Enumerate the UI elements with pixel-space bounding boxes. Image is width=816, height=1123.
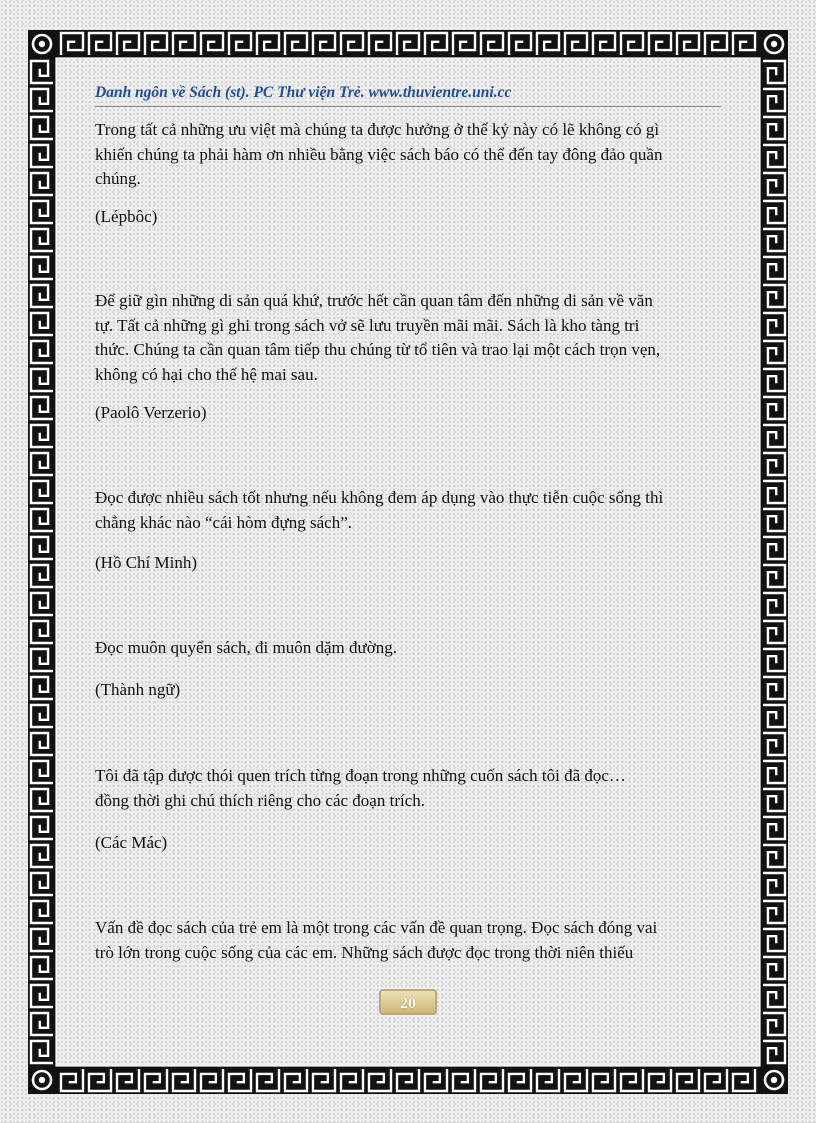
quote-author: (Các Mác) (95, 833, 168, 852)
quote-text: Tôi đã tập được thói quen trích từng đoạn trong những cuốn sách tôi đã đọc… đồng thời ghi chú thích riêng cho các đoạn trích. (95, 766, 626, 810)
page-content (95, 84, 725, 962)
quote-text: Đọc được nhiều sách tốt nhưng nếu không đem áp dụng vào thực tiễn cuộc sống thì chẳng khác nào “cái hòm đựng sách”. (95, 488, 664, 532)
quote-text: Đọc muôn quyển sách, đi muôn dặm đường. (95, 638, 397, 657)
quote-text: Trong tất cả những ưu việt mà chúng ta được hưởng ở thế kỷ này có lẽ không có gì khiến chúng ta phải hàm ơn nhiều bằng việc sách báo có thể đến tay đông đảo quần chúng. (95, 120, 663, 188)
quote-text: Vấn đề đọc sách của trẻ em là một trong các vấn đề quan trọng. Đọc sách đóng vai trò lớn trong cuộc sống của các em. Những sách được đọc trong thời niên thiếu (95, 918, 658, 962)
quote-author: (Hồ Chí Minh) (95, 553, 197, 572)
page-number-badge: 20 (379, 989, 437, 1015)
quote-author: (Paolô Verzerio) (95, 403, 207, 422)
quote-author: (Thành ngữ) (95, 680, 181, 699)
quote-author: (Lépbôc) (95, 207, 158, 226)
quote-text: Để giữ gìn những di sản quá khứ, trước hết cần quan tâm đến những di sản về văn tự. Tất cả những gì ghi trong sách vở sẽ lưu truyền mãi mãi. Sách là kho tàng tri thức. Chúng ta cần quan tâm tiếp thu chúng từ tổ tiên và trao lại một cách trọn vẹn, không có hại cho thế hệ mai sau. (95, 291, 661, 384)
page-header: Danh ngôn về Sách (st). PC Thư viện Trẻ. www.thuvientre.uni.cc (95, 84, 721, 107)
